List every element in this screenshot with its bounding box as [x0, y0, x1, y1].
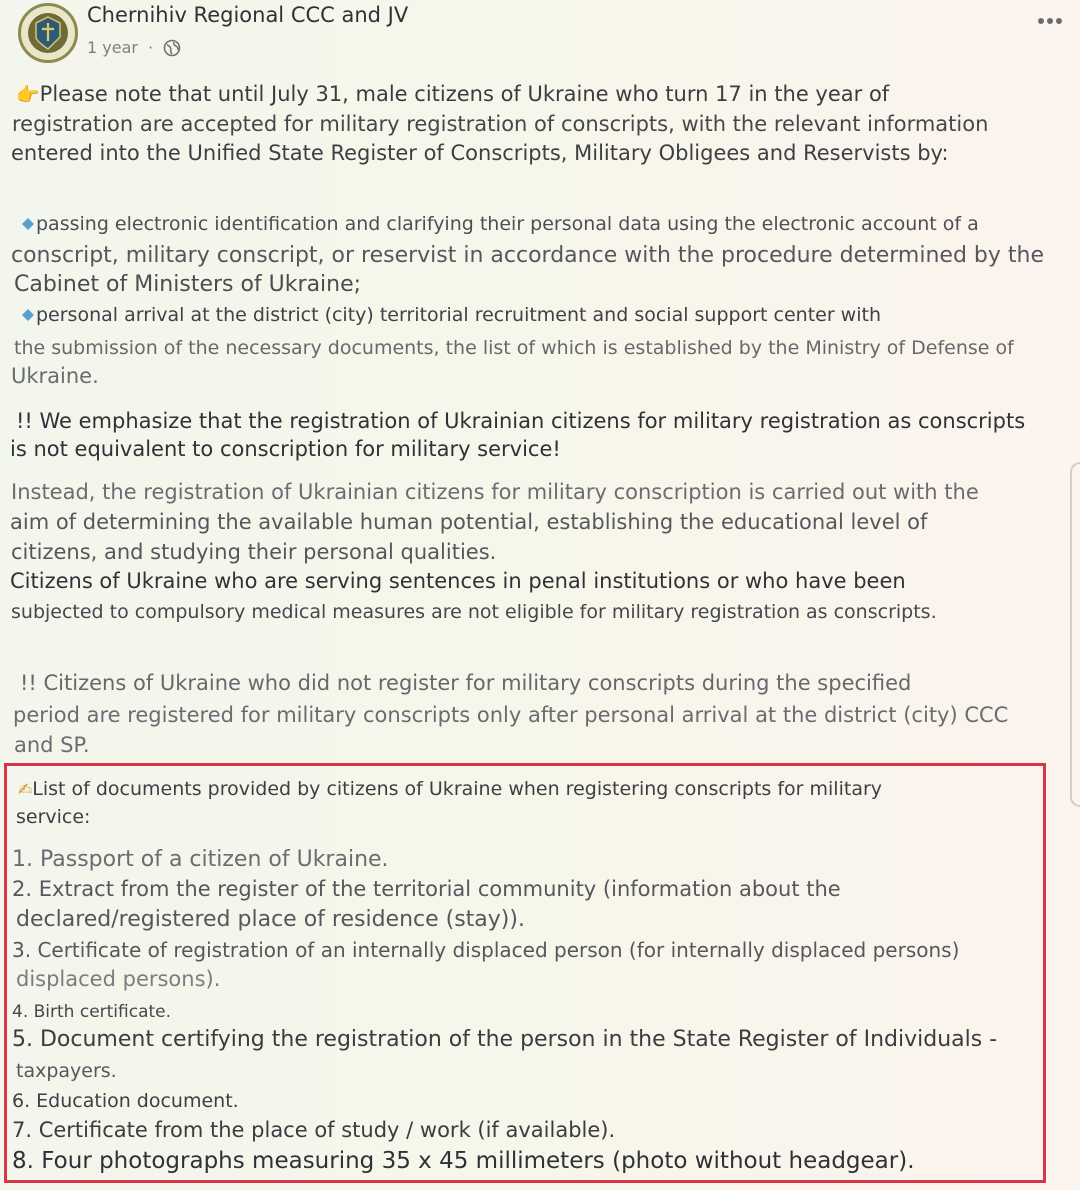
option1-line-3: Cabinet of Ministers of Ukraine;: [14, 272, 362, 297]
page-name[interactable]: Chernihiv Regional CCC and JV: [87, 3, 409, 27]
instead-line-2: aim of determining the available human potential, establishing the educational level of: [10, 510, 928, 534]
option1-line-1: [20, 213, 979, 235]
scrollbar-handle[interactable]: [1070, 462, 1080, 807]
intro-line-3: entered into the Unified State Register of Conscripts, Military Obligees and Reservists by:: [11, 141, 949, 165]
documents-heading-1: [18, 778, 882, 800]
blue-diamond-icon: [20, 307, 36, 323]
page-avatar[interactable]: [18, 3, 78, 63]
late-line-3: and SP.: [14, 733, 90, 757]
more-options-button[interactable]: [1038, 18, 1062, 24]
more-icon-dot: [1056, 18, 1062, 24]
document-item-8: 8. Four photographs measuring 35 x 45 millimeters (photo without headgear).: [12, 1148, 915, 1174]
instead-line-4: Citizens of Ukraine who are serving sentences in penal institutions or who have been: [10, 569, 906, 593]
writing-hand-icon: ✍: [18, 780, 33, 800]
document-item-2b: declared/registered place of residence (stay)).: [16, 907, 525, 932]
intro-text-1: Please note that until July 31, male citizens of Ukraine who turn 17 in the year of: [39, 82, 890, 106]
more-icon-dot: [1047, 18, 1053, 24]
post-header: [0, 0, 1080, 70]
document-item-3a: 3. Certificate of registration of an internally displaced person (for internally displaced persons): [12, 938, 960, 962]
document-item-7: 7. Certificate from the place of study / work (if available).: [12, 1118, 616, 1142]
documents-heading-2: service:: [16, 806, 91, 828]
document-item-5a: 5. Document certifying the registration of the person in the State Register of Individuals -: [12, 1027, 998, 1052]
intro-line-2: registration are accepted for military registration of conscripts, with the relevant information: [12, 112, 989, 136]
more-icon-dot: [1038, 18, 1044, 24]
option2-line-2: the submission of the necessary documents, the list of which is established by the Ministry of Defense of: [14, 337, 1014, 359]
documents-heading-text: List of documents provided by citizens of Ukraine when registering conscripts for military: [32, 778, 883, 800]
emphasis-line-1: !! We emphasize that the registration of Ukrainian citizens for military registration as conscripts: [16, 409, 1026, 433]
post-meta: [87, 38, 181, 57]
option1-line-2: conscript, military conscript, or reservist in accordance with the procedure determined by the: [11, 243, 1044, 268]
document-item-5b: taxpayers.: [16, 1060, 117, 1082]
document-item-6: 6. Education document.: [12, 1090, 239, 1112]
instead-line-1: Instead, the registration of Ukrainian citizens for military conscription is carried out with the: [11, 480, 979, 504]
pointing-hand-icon: 👉: [16, 84, 40, 106]
post-time[interactable]: 1 year: [87, 38, 138, 57]
late-line-2: period are registered for military conscripts only after personal arrival at the district (city) CCC: [13, 703, 1009, 727]
emphasis-line-2: is not equivalent to conscription for military service!: [10, 437, 561, 461]
option2-line-1: [20, 304, 881, 326]
document-item-1: 1. Passport of a citizen of Ukraine.: [12, 847, 389, 872]
emblem-icon: [26, 11, 70, 55]
meta-separator: ·: [147, 38, 154, 57]
instead-line-5: subjected to compulsory medical measures are not eligible for military registration as conscripts.: [11, 601, 937, 623]
instead-line-3: citizens, and studying their personal qualities.: [11, 540, 497, 564]
document-item-2a: 2. Extract from the register of the territorial community (information about the: [12, 877, 841, 901]
globe-icon: [163, 39, 181, 57]
option2-line-3: Ukraine.: [11, 364, 99, 388]
blue-diamond-icon: [20, 216, 36, 232]
option2-text-1: personal arrival at the district (city) territorial recruitment and social support center with: [36, 304, 881, 326]
intro-line-1: [16, 82, 889, 106]
late-line-1: !! Citizens of Ukraine who did not register for military conscripts during the specified: [20, 671, 912, 695]
document-item-4: 4. Birth certificate.: [12, 1002, 172, 1022]
document-item-3b: displaced persons).: [16, 967, 221, 991]
option1-text-1: passing electronic identification and clarifying their personal data using the electronic account of a: [36, 213, 979, 235]
